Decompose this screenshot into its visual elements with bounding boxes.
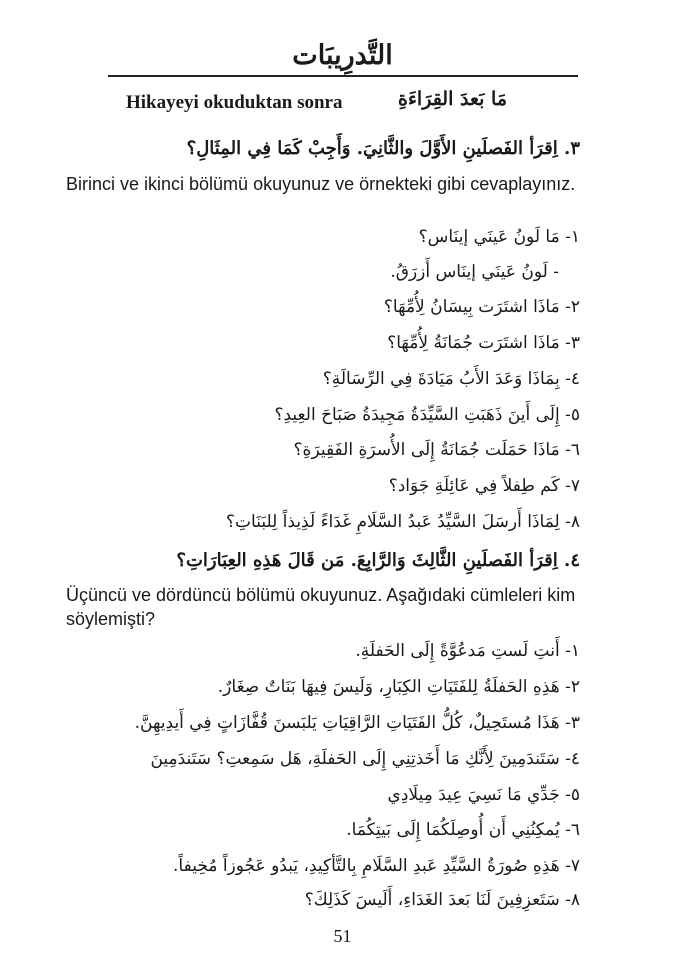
section4-item: ٥- جَدِّي مَا نَسِيَ عِيدَ مِيلَادِي (387, 785, 580, 805)
section3-item: ٦- مَاذَا حَمَلَت جُمَانَةُ إِلَى الأُسرَةِ الفَقِيرَةِ؟ (293, 440, 580, 460)
section3-item: ٢- مَاذَا اشتَرَت بِيسَانُ لِأُمِّهَا؟ (383, 297, 580, 317)
section3-item: ٤- بِمَاذَا وَعَدَ الأَبُ مَيَادَةَ فِي الرِّسَالَةِ؟ (322, 369, 580, 389)
page-title: التَّدرِيبَات (292, 40, 393, 71)
section4-instruction-line: söylemişti? (66, 609, 156, 629)
section4-item: ١- أَنتِ لَستِ مَدعُوَّةً إِلَى الحَفلَةِ. (355, 641, 580, 661)
section3-item: ٣- مَاذَا اشتَرَت جُمَانَةُ لِأُمِّهَا؟ (387, 333, 580, 353)
section3-instruction: Birinci ve ikinci bölümü okuyunuz ve örnekteki gibi cevaplayınız. (66, 174, 576, 194)
section3-item: ٨- لِمَاذَا أَرسَلَ السَّيِّدُ عَبدُ السَّلَامِ غَدَاءً لَذِيذاً لِلبَنَاتِ؟ (226, 512, 580, 532)
section4-item: ٤- سَتَندَمِينَ لِأَنَّكِ مَا أَخَذتِنِي إِلَى الحَفلَةِ، هَل سَمِعتِ؟ سَتَندَمِينَ (150, 749, 580, 769)
section4-instruction (66, 583, 626, 631)
title-underline (108, 75, 578, 77)
section3-example-answer: - لَونُ عَينَي إينَاس أَزرَقُ. (390, 262, 559, 282)
section3-item: ١- مَا لَونُ عَينَي إينَاس؟ (418, 227, 580, 247)
section4-instruction-line: Üçüncü ve dördüncü bölümü okuyunuz. Aşağıdaki cümleleri kim (66, 585, 576, 605)
subheading-turkish: Hikayeyi okuduktan sonra (126, 92, 343, 113)
section3-question: ٣. اِقرَأ الفَصلَينِ الأَوَّلَ والثَّانِيَ. وَأَجِبْ كَمَا فِي المِثَالِ؟ (186, 138, 580, 159)
section4-item: ٦- يُمكِنُنِي أَن أُوصِلَكُمَا إِلَى بَيتِكُمَا. (346, 820, 580, 840)
page-number: 51 (333, 926, 352, 946)
subheading-arabic: مَا بَعدَ القِرَاءَةِ (398, 88, 507, 110)
section3-item: ٧- كَم طِفلاً فِي عَائِلَةِ جَوَاد؟ (388, 476, 580, 496)
section4-item: ٣- هَذَا مُستَحِيلٌ، كُلُّ الفَتَيَاتِ الرَّاقِيَاتِ يَلبَسنَ قُفَّازَاتٍ فِي أَيدِيهِنَّ. (134, 713, 580, 733)
section4-item: ٧- هَذِهِ صُورَةُ السَّيِّدِ عَبدِ السَّلَامِ بِالتَّأكِيدِ، يَبدُو عَجُوزاً مُخِيفاً. (173, 856, 580, 876)
section4-item: ٨- سَتَعزِفِينَ لَنَا بَعدَ الغَدَاءِ، أَلَيسَ كَذَلِكَ؟ (304, 890, 580, 910)
section4-item: ٢- هَذِهِ الحَفلَةُ لِلفَتَيَاتِ الكِبَارِ، وَلَيسَ فِيهَا بَنَاتٌ صِغَارٌ. (217, 677, 580, 697)
section3-item: ٥- إِلَى أَينَ ذَهَبَتِ السَّيِّدَةُ مَجِيدَةُ صَبَاحَ العِيدِ؟ (274, 405, 580, 425)
section4-question: ٤. اِقرَأ الفَصلَينِ الثَّالِثَ وَالرَّابِعَ. مَن قَالَ هَذِهِ العِبَارَاتِ؟ (176, 550, 580, 571)
